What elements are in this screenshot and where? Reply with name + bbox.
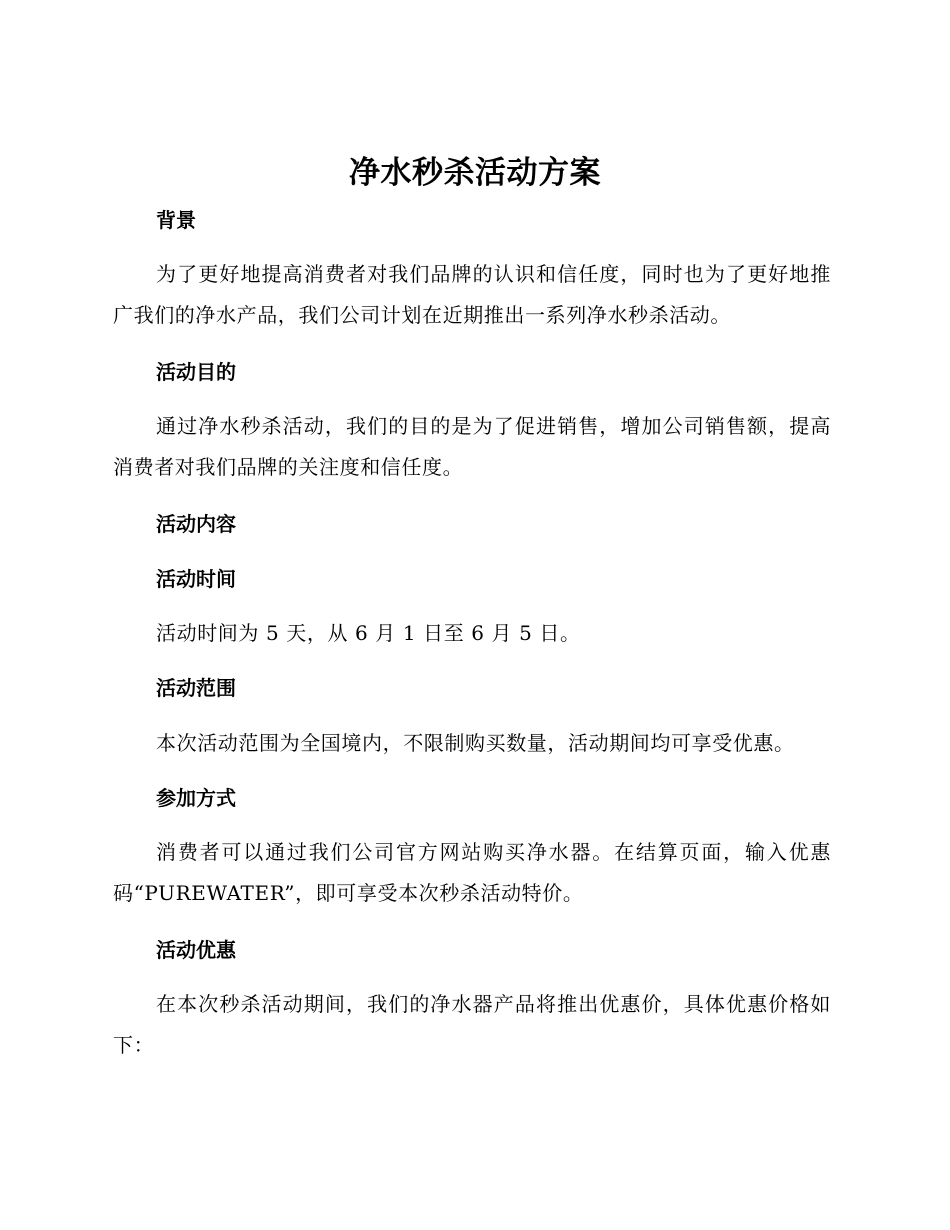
section-heading-discount: 活动优惠	[156, 938, 236, 962]
section-heading-background: 背景	[156, 208, 196, 232]
section-heading-time: 活动时间	[156, 567, 236, 591]
section-heading-participation: 参加方式	[156, 786, 236, 810]
section-heading-content: 活动内容	[156, 512, 236, 536]
section-paragraph-scope: 本次活动范围为全国境内，不限制购买数量，活动期间均可享受优惠。	[156, 731, 795, 755]
section-heading-scope: 活动范围	[156, 676, 236, 700]
section-heading-purpose: 活动目的	[156, 360, 236, 384]
document-title: 净水秒杀活动方案	[349, 155, 601, 191]
section-paragraph-participation: 消费者可以通过我们公司官方网站购买净水器。在结算页面，输入优惠码“PUREWATER”，即可享受本次秒杀活动特价。	[113, 840, 831, 905]
section-paragraph-purpose: 通过净水秒杀活动，我们的目的是为了促进销售，增加公司销售额，提高消费者对我们品牌的关注度和信任度。	[113, 414, 831, 479]
section-paragraph-discount: 在本次秒杀活动期间，我们的净水器产品将推出优惠价，具体优惠价格如下：	[113, 992, 831, 1057]
section-paragraph-background: 为了更好地提高消费者对我们品牌的认识和信任度，同时也为了更好地推广我们的净水产品，我们公司计划在近期推出一系列净水秒杀活动。	[113, 262, 831, 327]
section-paragraph-time: 活动时间为 5 天，从 6 月 1 日至 6 月 5 日。	[156, 621, 581, 645]
